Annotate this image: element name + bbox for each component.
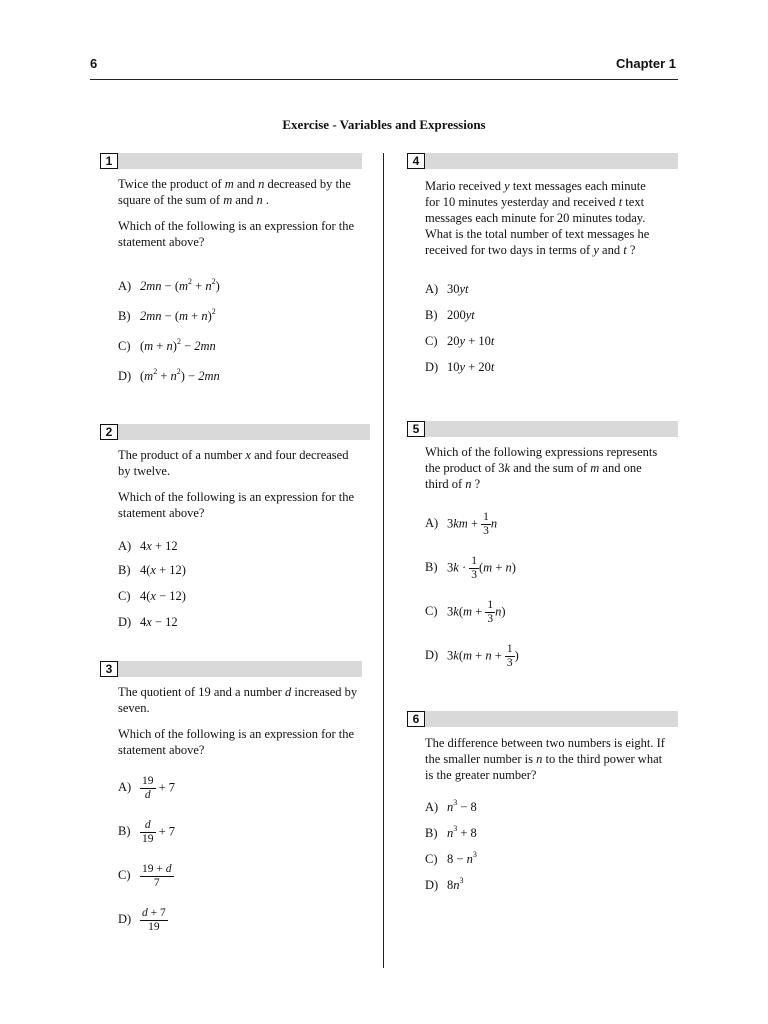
option-d[interactable]: D) 4x − 12: [118, 615, 178, 629]
option-c[interactable]: C) $8 - n^3$: [425, 850, 477, 866]
option-a[interactable]: A) $n^3 - 8$: [425, 798, 477, 814]
question-header-bar: [407, 711, 678, 727]
option-b[interactable]: B) $\frac{d}{19}$ + 7: [118, 819, 176, 845]
question-stem: Mario received y text messages each minute for 10 minutes yesterday and received t text messages each minute for 20 minutes today. What is the total number of text messages he received for two days in terms of y and t ?: [425, 179, 650, 257]
option-c[interactable]: C) 3k(m + $\frac{1}{3}$ n): [425, 599, 506, 625]
question-number: 6: [407, 711, 425, 727]
question-number: 3: [100, 661, 118, 677]
question-stem: The quotient of 19 and a number d increased by seven. Which of the following is an expression for the statement above?: [118, 685, 358, 757]
option-b[interactable]: B) 4(x + 12): [118, 563, 186, 577]
column-divider: [383, 153, 384, 968]
question-header-bar: [100, 424, 370, 440]
question-number: 1: [100, 153, 118, 169]
question-stem: Twice the product of m and n decreased by the square of the sum of m and n . Which of the following is an expression for the statement above?: [118, 177, 355, 249]
option-d[interactable]: D) $8n^3$: [425, 876, 464, 892]
option-c[interactable]: C) $(m + n)^2 - 2mn$: [118, 337, 216, 353]
option-a[interactable]: A) $\frac{19}{d}$ + 7: [118, 775, 176, 801]
question-header-bar: [100, 661, 362, 677]
question-number: 4: [407, 153, 425, 169]
option-a[interactable]: A) 3km + $\frac{1}{3}$ n: [425, 511, 498, 537]
question-stem: The difference between two numbers is eight. If the smaller number is n to the third power what is the greater number?: [425, 736, 665, 782]
option-a[interactable]: A) 4x + 12: [118, 539, 178, 553]
question-header-bar: [100, 153, 362, 169]
question-header-bar: [407, 153, 678, 169]
question-header-bar: [407, 421, 678, 437]
option-d[interactable]: D) $\frac{d + 7}{19}$: [118, 907, 166, 933]
option-b[interactable]: B) 3k · $\frac{1}{3}$ (m + n): [425, 555, 516, 581]
option-a[interactable]: A) 30yt: [425, 282, 469, 296]
option-d[interactable]: D) 3k(m + n + $\frac{1}{3}$ ): [425, 643, 519, 669]
option-c[interactable]: C) $\frac{19 + d}{7}$: [118, 863, 172, 889]
header-rule: [90, 79, 678, 80]
option-b[interactable]: B) $n^3 + 8$: [425, 824, 477, 840]
question-number: 2: [100, 424, 118, 440]
exercise-title: Exercise - Variables and Expressions: [282, 117, 486, 132]
option-a[interactable]: A) $2mn - (m^2 + n^2)$: [118, 277, 220, 293]
question-stem: The product of a number x and four decreased by twelve. Which of the following is an expression for the statement above?: [118, 448, 355, 520]
chapter-label: Chapter 1: [616, 56, 676, 71]
question-number: 5: [407, 421, 425, 437]
option-c[interactable]: C) 20y + 10t: [425, 334, 495, 348]
option-b[interactable]: B) 200yt: [425, 308, 475, 322]
option-d[interactable]: D) $(m^2 + n^2) - 2mn$: [118, 367, 220, 383]
page-number: 6: [90, 56, 98, 71]
option-b[interactable]: B) $2mn - (m + n)^2$: [118, 307, 216, 323]
option-c[interactable]: C) 4(x − 12): [118, 589, 186, 603]
question-stem: Which of the following expressions represents the product of 3k and the sum of m and one third of n ?: [425, 445, 658, 491]
option-d[interactable]: D) 10y + 20t: [425, 360, 495, 374]
